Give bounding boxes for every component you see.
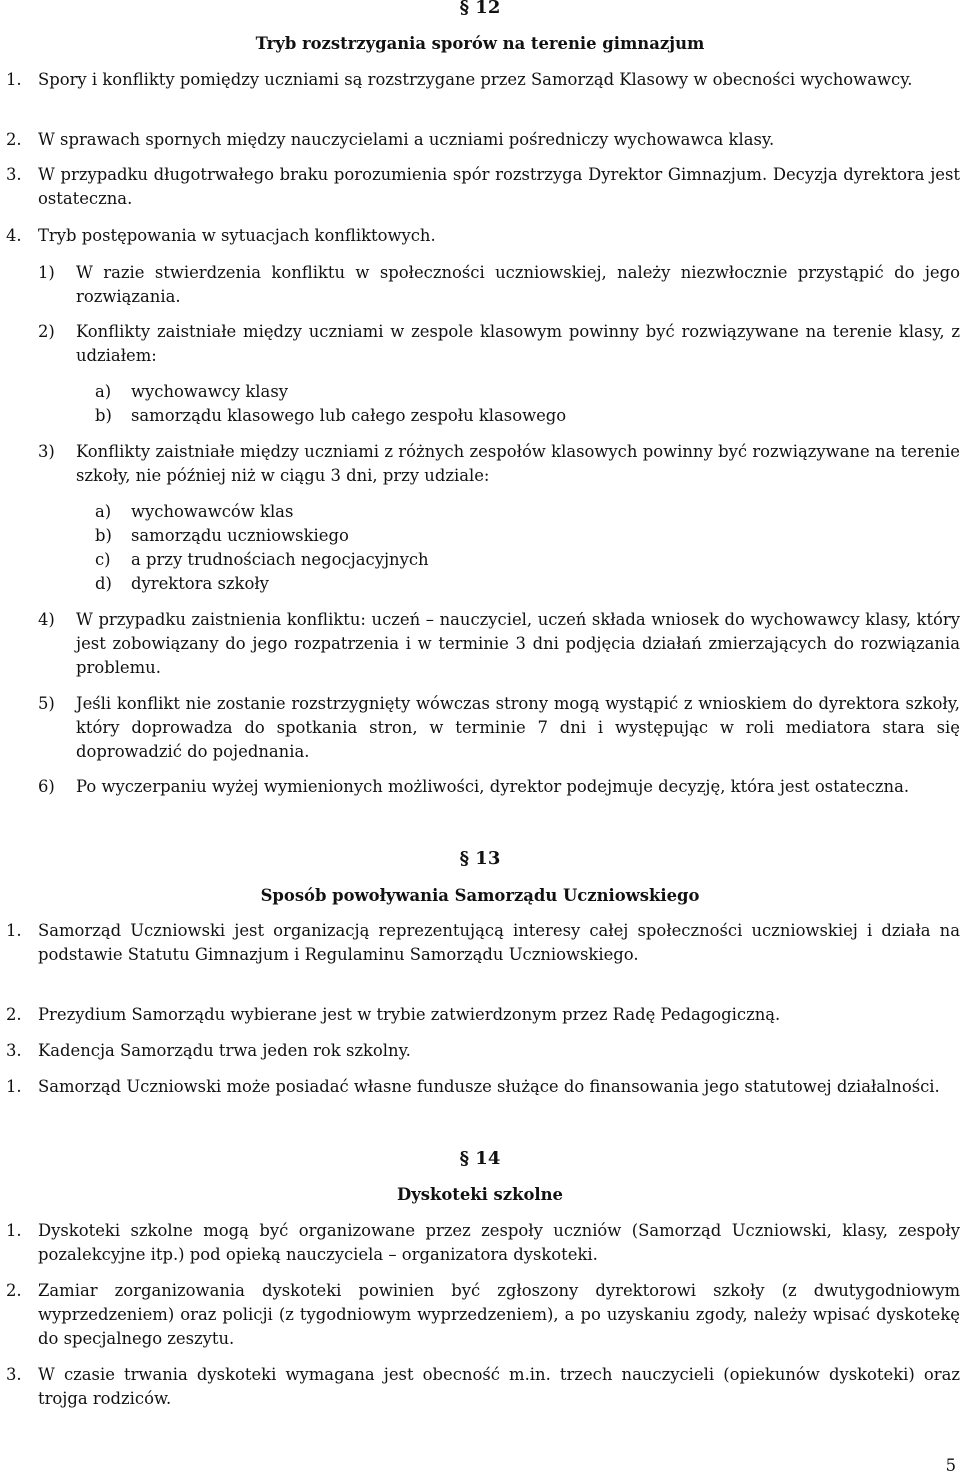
list-item (6, 1039, 960, 1063)
letter-item (0, 500, 960, 524)
item-text: Tryb postępowania w sytuacjach konfliktowych. (38, 226, 436, 245)
letter-label: a) (95, 502, 112, 521)
item-number: 1. (6, 70, 22, 89)
letter-label: b) (95, 526, 112, 545)
list-item (6, 1279, 960, 1351)
section-title: Tryb rozstrzygania sporów na terenie gimnazjum (255, 34, 705, 53)
item-number: 2. (6, 130, 22, 149)
section-number: § 14 (459, 1148, 501, 1169)
sub-item (38, 261, 960, 309)
page-number: 5 (945, 1456, 956, 1475)
sub-item-number: 3) (38, 442, 55, 461)
item-number: 1. (6, 1221, 22, 1240)
item-text: W sprawach spornych między nauczycielami a uczniami pośredniczy wychowawca klasy. (38, 130, 775, 149)
letter-label: c) (95, 550, 111, 569)
section-number: § 13 (459, 848, 501, 869)
section-title: Sposób powoływania Samorządu Uczniowskiego (260, 886, 700, 905)
sub-item-number: 1) (38, 263, 55, 282)
item-text: Dyskoteki szkolne mogą być organizowane przez zespoły uczniów (Samorząd Uczniowski, klasy, zespoły pozalekcyjne itp.) pod opieką nauczyciela – organizatora dyskoteki. (38, 1221, 960, 1264)
section-title: Dyskoteki szkolne (397, 1185, 563, 1204)
list-item (6, 1003, 960, 1027)
letter-text: wychowawcy klasy (131, 382, 288, 401)
sub-item-number: 2) (38, 322, 55, 341)
letter-item (0, 572, 960, 596)
sub-item-text: W razie stwierdzenia konfliktu w społeczności uczniowskiej, należy niezwłocznie przystąpić do jego rozwiązania. (76, 263, 960, 306)
sub-item (38, 775, 960, 823)
sub-item-text: Konflikty zaistniałe między uczniami w zespole klasowym powinny być rozwiązywane na terenie klasy, z udziałem: (76, 322, 960, 365)
item-text: Prezydium Samorządu wybierane jest w trybie zatwierdzonym przez Radę Pedagogiczną. (38, 1005, 781, 1024)
item-number: 2. (6, 1281, 22, 1300)
list-item (6, 68, 960, 116)
sub-item (38, 320, 960, 368)
list-item (6, 163, 960, 211)
list-item (6, 1075, 960, 1123)
letter-label: b) (95, 406, 112, 425)
list-item (6, 919, 960, 991)
sub-item-number: 6) (38, 777, 55, 796)
section-number: § 12 (459, 0, 501, 18)
letter-label: d) (95, 574, 112, 593)
letter-text: a przy trudnościach negocjacyjnych (131, 550, 429, 569)
sub-item-text: Konflikty zaistniałe między uczniami z różnych zespołów klasowych powinny być rozwiązywane na terenie szkoły, nie później niż w ciągu 3 dni, przy udziale: (76, 442, 960, 485)
item-number: 1. (6, 921, 22, 940)
sub-item-text: Jeśli konflikt nie zostanie rozstrzygnięty wówczas strony mogą wystąpić z wnioskiem do dyrektora szkoły, który doprowadza do spotkania stron, w terminie 7 dni i występując w roli mediatora stara się doprowadzić do pojednania. (76, 694, 960, 761)
item-text: Samorząd Uczniowski może posiadać własne fundusze służące do finansowania jego statutowej działalności. (38, 1077, 940, 1096)
sub-item-number: 4) (38, 610, 55, 629)
letter-text: dyrektora szkoły (131, 574, 269, 593)
list-item (6, 1363, 960, 1411)
letter-item (0, 404, 960, 428)
item-text: Zamiar zorganizowania dyskoteki powinien być zgłoszony dyrektorowi szkoły (z dwutygodniowym wyprzedzeniem) oraz policji (z tygodniowym wyprzedzeniem), a po uzyskaniu zgody, należy wpisać dyskotekę do specjalnego zeszytu. (38, 1281, 960, 1348)
sub-item (38, 440, 960, 488)
list-item (6, 128, 960, 152)
sub-item (38, 608, 960, 680)
sub-item-text: Po wyczerpaniu wyżej wymienionych możliwości, dyrektor podejmuje decyzję, która jest ostateczna. (76, 777, 910, 796)
item-number: 4. (6, 226, 22, 245)
letter-item (0, 524, 960, 548)
item-text: Kadencja Samorządu trwa jeden rok szkolny. (38, 1041, 411, 1060)
letter-label: a) (95, 382, 112, 401)
item-text: Spory i konflikty pomiędzy uczniami są rozstrzygane przez Samorząd Klasowy w obecności wychowawcy. (38, 70, 913, 89)
item-number: 1. (6, 1077, 22, 1096)
item-number: 3. (6, 1365, 22, 1384)
letter-item (0, 380, 960, 404)
letter-text: samorządu klasowego lub całego zespołu klasowego (131, 406, 567, 425)
letter-item (0, 548, 960, 572)
item-text: W przypadku długotrwałego braku porozumienia spór rozstrzyga Dyrektor Gimnazjum. Decyzja dyrektora jest ostateczna. (38, 165, 960, 208)
letter-text: samorządu uczniowskiego (131, 526, 349, 545)
sub-item-number: 5) (38, 694, 55, 713)
sub-item-text: W przypadku zaistnienia konfliktu: uczeń – nauczyciel, uczeń składa wniosek do wychowawcy klasy, który jest zobowiązany do jego rozpatrzenia i w terminie 3 dni podjęcia działań zmierzających do rozwiązania problemu. (76, 610, 960, 677)
item-text: Samorząd Uczniowski jest organizacją reprezentującą interesy całej społeczności uczniowskiej i działa na podstawie Statutu Gimnazjum i Regulaminu Samorządu Uczniowskiego. (38, 921, 960, 964)
item-number: 3. (6, 1041, 22, 1060)
list-item (6, 1219, 960, 1267)
list-item (6, 224, 960, 248)
item-number: 3. (6, 165, 22, 184)
sub-item (38, 692, 960, 764)
item-text: W czasie trwania dyskoteki wymagana jest obecność m.in. trzech nauczycieli (opiekunów dyskoteki) oraz trojga rodziców. (38, 1365, 960, 1408)
letter-text: wychowawców klas (131, 502, 294, 521)
item-number: 2. (6, 1005, 22, 1024)
